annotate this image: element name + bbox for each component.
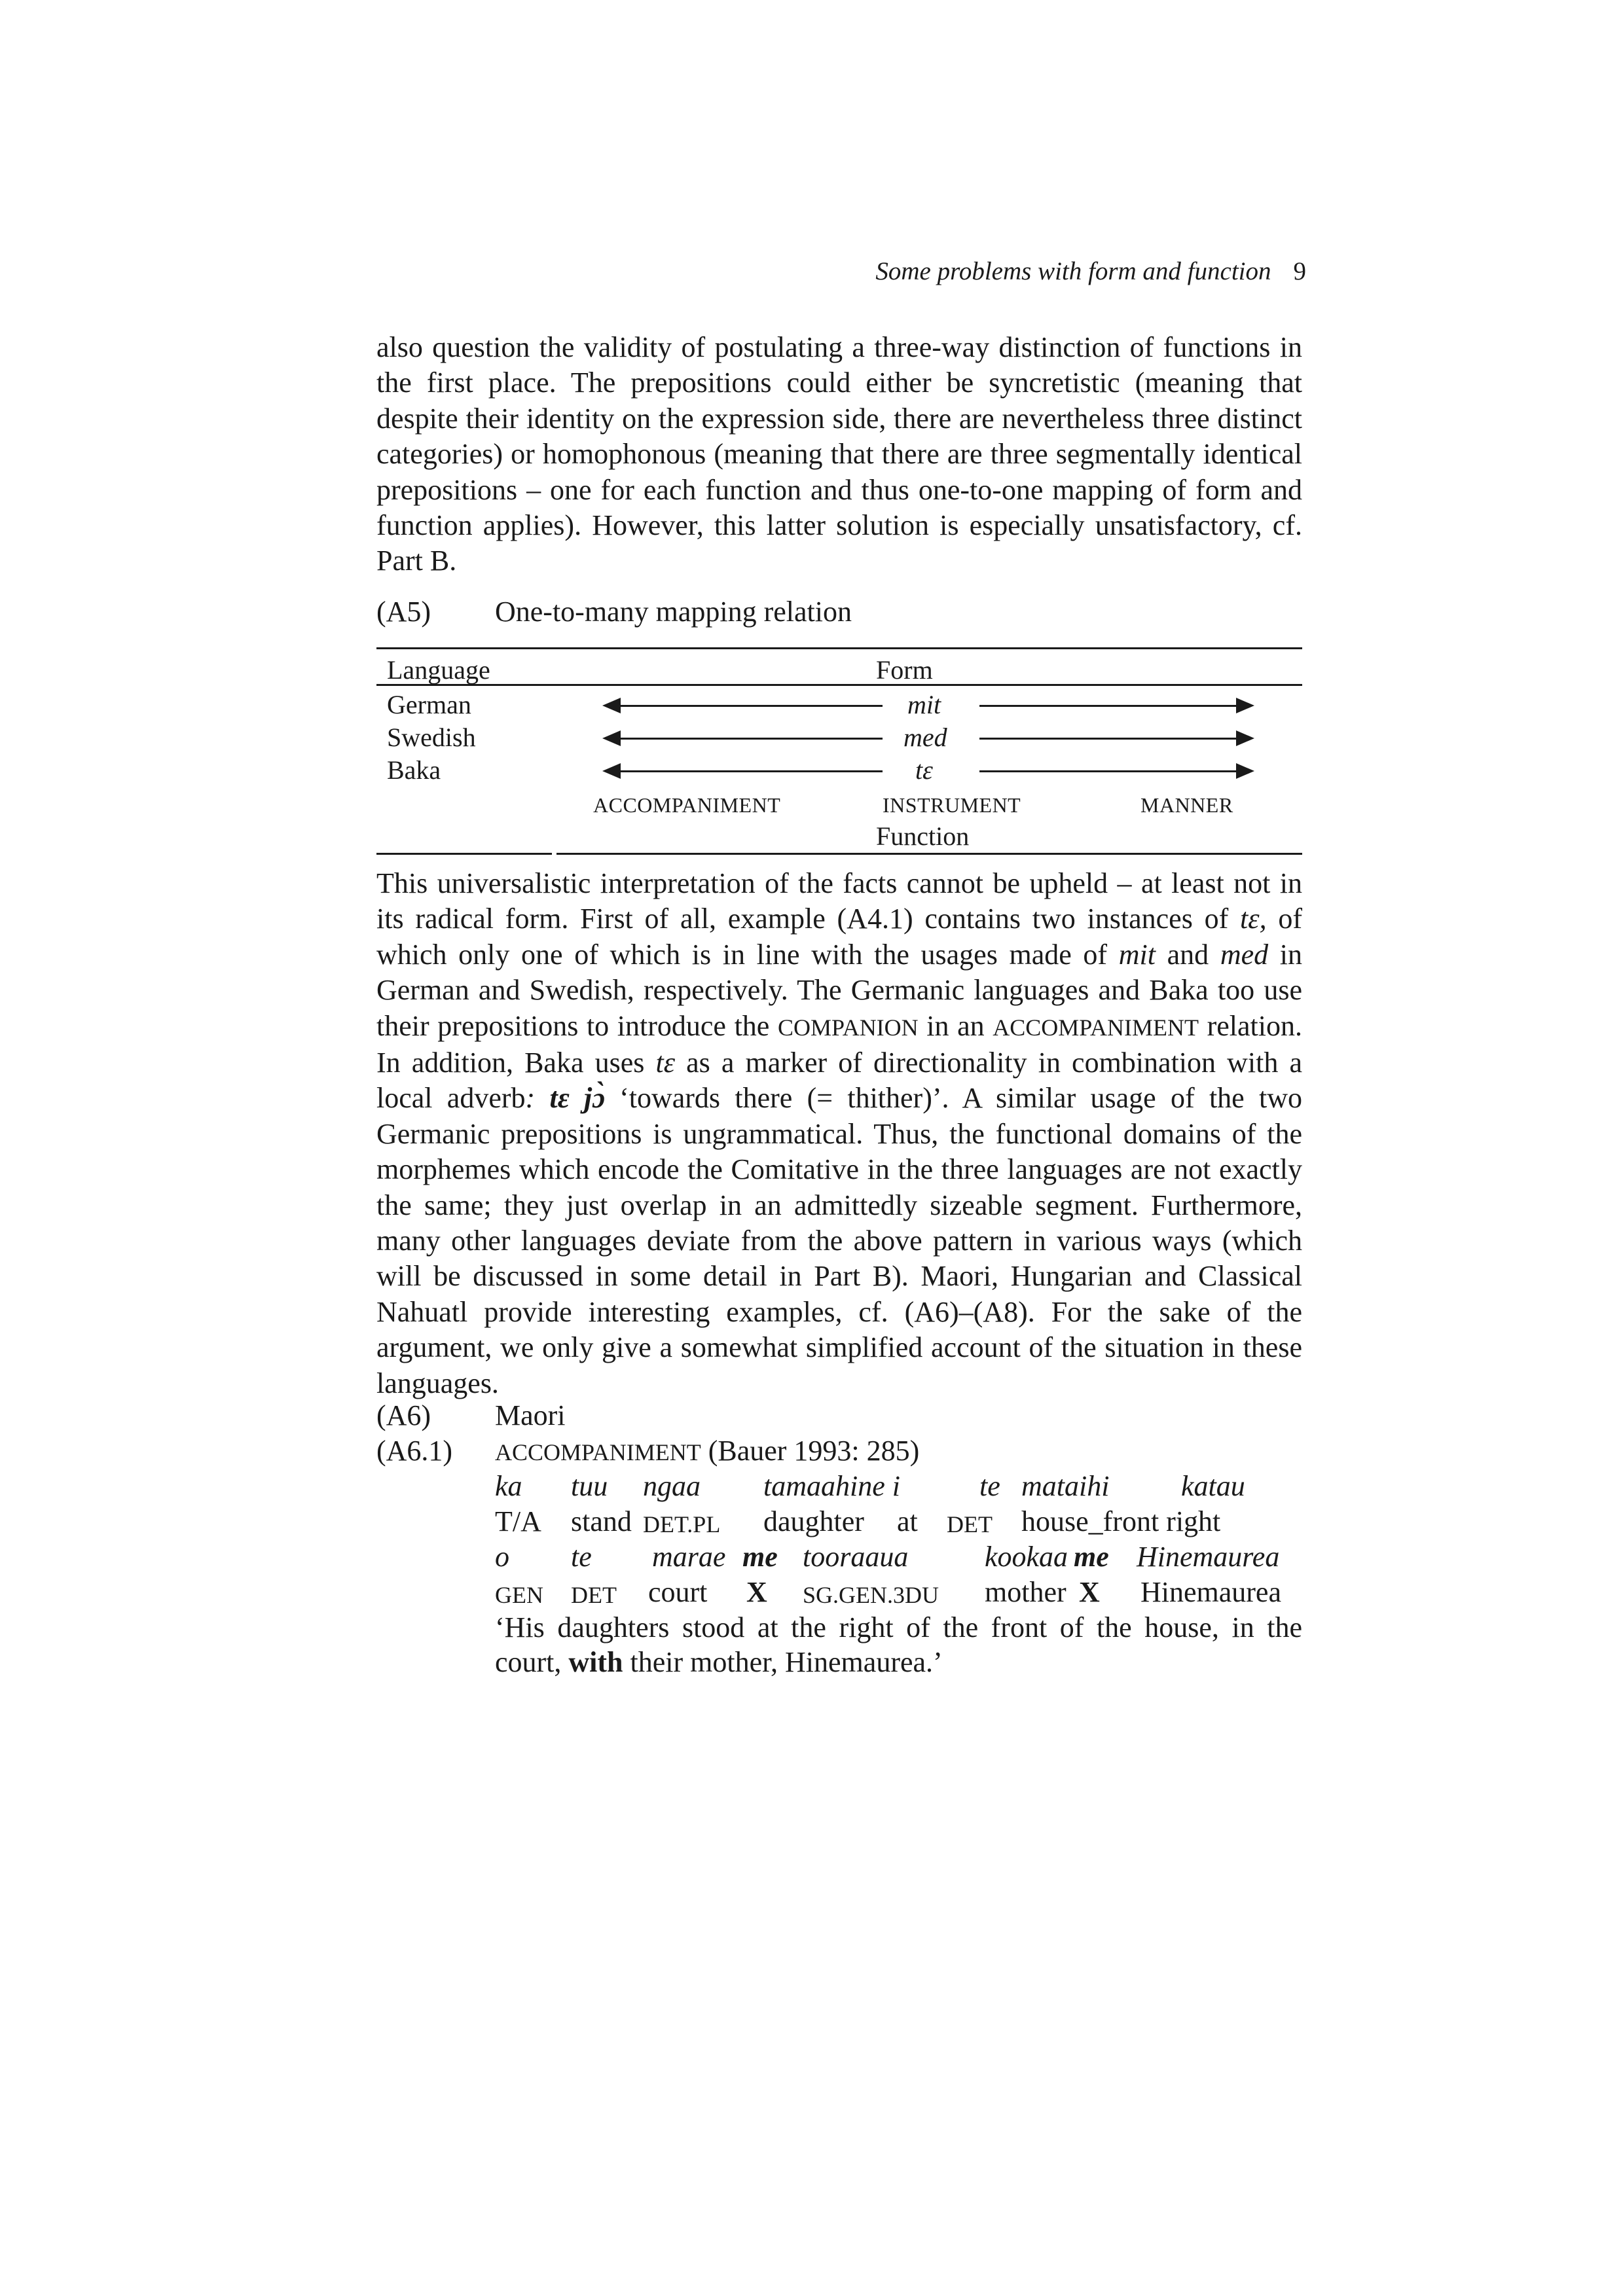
example-a6-number: (A6) [376,1399,431,1431]
form-mit: mit [907,690,941,719]
accompaniment-term: ACCOMPANIMENT [993,1014,1199,1041]
paragraph-1: also question the validity of postulating a three-way distinction of functions in the first place. The prepositions could either be syncretistic (meaning that despite their identity on the expression side, there are nevertheless three distinct categories) or homophonous (meaning that there are three segmentally identical prepositions – one for each function and thus one-to-one mapping of form and function applies). However, this latter solution is especially unsatisfactory, cf. Part B. [376,331,1302,577]
maori-word: ka [495,1470,522,1502]
gloss-word: DET [571,1582,617,1608]
example-a6-1-number: (A6.1) [376,1435,453,1467]
function-accompaniment: ACCOMPANIMENT [593,793,781,817]
example-a6-language: Maori [495,1399,566,1431]
example-a5-title: One-to-many mapping relation [495,596,852,628]
maori-word: te [979,1470,1000,1502]
gloss-word-x: X [746,1576,767,1608]
maori-word: mataihi [1021,1470,1110,1502]
gloss-word: stand [571,1505,632,1537]
paragraph-2: This universalistic interpretation of the facts cannot be upheld – at least not in its radical form. First of all, example (A4.1) contains two instances of tɛ, of which only one of which is in line with the usages made of mit and med in German and Swedish, respectively. The Germanic languages and Baka too use their prepositions to introduce the COMPANION in an ACCOMPANIMENT relation. In addition, Baka uses tɛ as a marker of directionality in combination with a local adverb: tɛ jɔ̀ ‘towards there (= thither)’. A similar usage of the two Germanic prepositions is ungrammatical. Thus, the functional domains of the morphemes which encode the Comitative in the three languages are not exactly the same; they just overlap in an admittedly sizeable segment. Furthermore, many other languages deviate from the above pattern in various ways (which will be discussed in some detail in Part B). Maori, Hungarian and Classical Nahuatl provide interesting examples, cf. (A6)–(A8). For the sake of the argument, we only give a somewhat simplified account of the situation in these languages. [376,867,1303,1399]
gloss-word: DET [947,1511,993,1537]
table-row-language: German [387,690,471,719]
arrow-line-right [979,770,1239,772]
table-footer-function: Function [876,821,970,851]
table-top-rule [376,647,1302,649]
translation-with: with [568,1646,623,1678]
maori-word: te [571,1541,592,1573]
maori-word: marae [652,1541,726,1573]
gloss-word: DET.PL [643,1511,721,1537]
gloss-word-x: X [1079,1576,1100,1608]
function-manner: MANNER [1140,793,1233,817]
form-te: tɛ [915,755,933,785]
page-number: 9 [1293,257,1306,285]
maori-word: o [495,1541,509,1573]
arrow-line-left [615,770,883,772]
maori-word: tooraaua [803,1541,909,1573]
maori-word: katau [1181,1470,1245,1502]
table-row-language: Baka [387,755,441,785]
gloss-word: at [897,1505,918,1537]
gloss-word: Hinemaurea [1140,1576,1281,1608]
baka-te-inline: tɛ [655,1047,676,1079]
table-header-form: Form [876,655,933,685]
maori-word: tuu [571,1470,608,1502]
table-header-language: Language [387,655,490,685]
arrow-line-left [615,738,883,740]
maori-word: Hinemaurea [1137,1541,1280,1573]
table-bottom-rule-left [376,853,552,855]
gloss-word: GEN [495,1582,543,1608]
med-inline: med [1220,938,1269,971]
gloss-word: mother [985,1576,1067,1608]
gloss-word: daughter [763,1505,864,1537]
gloss-word: SG.GEN.3DU [803,1582,939,1608]
table-row-language: Swedish [387,723,476,752]
maori-word: tamaahine i [763,1470,900,1502]
maori-word: kookaa [985,1541,1068,1573]
running-header [376,257,1306,286]
example-a6-1-label: ACCOMPANIMENT (Bauer 1993: 285) [495,1435,920,1467]
gloss-word: house_front right [1021,1505,1221,1537]
right-arrowhead [1236,730,1254,746]
running-title: Some problems with form and function [875,257,1271,285]
companion-term: COMPANION [777,1014,919,1041]
maori-word-me: me [1074,1541,1109,1573]
right-arrowhead [1236,698,1254,713]
arrow-line-left [615,705,883,707]
arrow-line-right [979,738,1239,740]
mit-inline: mit [1118,938,1156,971]
maori-word-me: me [742,1541,778,1573]
gloss-word: court [648,1576,708,1608]
free-translation: ‘His daughters stood at the right of the front of the house, in the court, with their mother, Hinemaurea.’ [495,1611,1302,1678]
baka-te-jo: tɛ jɔ̀ [549,1082,605,1115]
table-bottom-rule-right [556,853,1302,855]
gloss-word: T/A [495,1505,541,1537]
baka-te-inline: tɛ, [1240,903,1267,935]
function-instrument: INSTRUMENT [883,793,1021,817]
table-header-rule [376,684,1302,686]
example-a5-number: (A5) [376,596,431,628]
arrow-line-right [979,705,1239,707]
maori-word: ngaa [643,1470,701,1502]
form-med: med [903,723,947,752]
right-arrowhead [1236,763,1254,779]
